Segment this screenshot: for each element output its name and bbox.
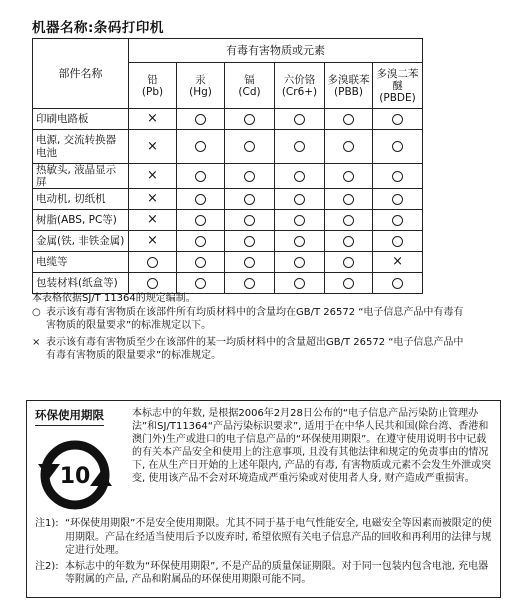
note1-text: “环保使用期限”不是安全使用期限。尤其不同于基于电气性能安全, 电磁安全等因素而被限定的使用期限。产品在经适当使用后予以废弃时, 希望依照有关电子信息产品的回收和再利用的法律与规定进行处理。: [65, 518, 492, 556]
mark-cell: [225, 130, 275, 164]
substance-symbol: (Cr6+): [281, 85, 318, 98]
mark-cell: [275, 231, 325, 252]
logo-number: 10: [59, 464, 91, 489]
mark-cell: [373, 231, 423, 252]
mark-cell: [373, 210, 423, 231]
mark-cell: [177, 231, 225, 252]
substance-name: 镉: [244, 73, 255, 86]
mark-cell: [275, 130, 325, 164]
mark-cell: [373, 273, 423, 294]
within-limit-mark: [244, 141, 255, 152]
mark-cell: [373, 130, 423, 164]
mark-cell: [225, 273, 275, 294]
within-limit-mark: [343, 194, 354, 205]
within-limit-mark: [294, 215, 305, 226]
within-limit-mark: [343, 215, 354, 226]
table-row: [33, 252, 423, 273]
within-limit-mark: [244, 194, 255, 205]
page-title: 机器名称:条码打印机: [32, 20, 164, 36]
part-name-cell: 热敏头, 液晶显示屏: [33, 164, 129, 189]
within-limit-mark: [392, 171, 403, 182]
within-limit-mark: [294, 278, 305, 289]
mark-cell: [177, 164, 225, 189]
exceeds-limit-mark: ×: [392, 254, 403, 269]
mark-cell: [373, 109, 423, 130]
within-limit-mark: [343, 236, 354, 247]
mark-cell: [225, 189, 275, 210]
substance-name: 多溴联苯: [327, 73, 370, 86]
substance-symbol: (Cd): [238, 85, 261, 98]
substance-symbol: (Hg): [189, 85, 212, 98]
within-limit-mark: [195, 141, 206, 152]
mark-cell: [129, 130, 177, 164]
within-limit-mark: [244, 278, 255, 289]
exceeds-limit-mark: ×: [147, 233, 158, 248]
table-row: [33, 210, 423, 231]
mark-cell: [373, 189, 423, 210]
table-row: [33, 189, 423, 210]
exceeds-limit-mark: ×: [147, 138, 158, 154]
substance-symbol: (Pb): [141, 85, 164, 98]
mark-cell: [225, 231, 275, 252]
substance-header: [177, 63, 225, 109]
substance-name: 铅: [147, 73, 158, 86]
mark-cell: [225, 252, 275, 273]
circle-legend-text: 表示该有毒有害物质在该部件所有均质材料中的含量均在GB/T 26572 “电子信息产品中有毒有害物质的限量要求”的标准规定以下。: [46, 306, 464, 331]
mark-cell: [325, 189, 373, 210]
part-name-header: 部件名称: [33, 39, 129, 109]
substance-symbol: (PBDE): [379, 91, 416, 104]
mark-cell: [129, 189, 177, 210]
table-notes: [32, 292, 472, 363]
exceeds-limit-mark: ×: [147, 111, 158, 126]
part-name-cell: 包装材料(纸盒等): [33, 273, 129, 294]
mark-cell: [275, 109, 325, 130]
exceeds-limit-mark: ×: [147, 191, 158, 206]
table-row: [33, 109, 423, 130]
mark-cell: [225, 109, 275, 130]
substance-header: [275, 63, 325, 109]
epup-section: [26, 400, 501, 598]
within-limit-mark: [294, 257, 305, 268]
mark-cell: [325, 252, 373, 273]
mark-cell: [129, 109, 177, 130]
substances-group-header: 有毒有害物质或元素: [129, 39, 423, 63]
within-limit-mark: [244, 171, 255, 182]
within-limit-mark: [244, 215, 255, 226]
within-limit-mark: [195, 194, 206, 205]
mark-cell: [225, 164, 275, 189]
mark-cell: [177, 273, 225, 294]
mark-cell: [129, 164, 177, 189]
mark-cell: [325, 210, 373, 231]
within-limit-mark: [343, 141, 354, 152]
part-name-cell: 印刷电路板: [33, 109, 129, 130]
mark-cell: [177, 109, 225, 130]
hazardous-substances-table: [32, 38, 423, 294]
within-limit-mark: [244, 257, 255, 268]
within-limit-mark: [392, 278, 403, 289]
table-row: [33, 231, 423, 252]
mark-cell: [275, 273, 325, 294]
within-limit-mark: [294, 236, 305, 247]
substance-header: [225, 63, 275, 109]
mark-cell: [373, 164, 423, 189]
part-name-cell: 电动机, 切纸机: [33, 189, 129, 210]
part-name-cell: 电缆等: [33, 252, 129, 273]
cross-legend-symbol: ×: [32, 336, 41, 348]
within-limit-mark: [195, 215, 206, 226]
exceeds-limit-mark: ×: [147, 168, 158, 183]
within-limit-mark: [195, 257, 206, 268]
mark-cell: [129, 231, 177, 252]
compiled-note: 本表格依据SJ/T 11364的规定编制。: [32, 293, 196, 304]
within-limit-mark: [392, 236, 403, 247]
mark-cell: [325, 109, 373, 130]
note2-text: 本标志中的年数为“环保使用期限”, 不是产品的质量保证期限。对于同一包装内包含电池, 充电器等附属的产品, 产品和附属品的环保使用期限可能不同。: [65, 560, 489, 585]
note1-label: 注1):: [35, 518, 59, 529]
within-limit-mark: [294, 114, 305, 125]
exceeds-limit-mark: ×: [147, 212, 158, 227]
within-limit-mark: [147, 257, 158, 268]
substance-name: 多溴二苯醚: [376, 67, 419, 92]
mark-cell: [275, 210, 325, 231]
within-limit-mark: [244, 114, 255, 125]
mark-cell: [177, 130, 225, 164]
mark-cell: [275, 164, 325, 189]
mark-cell: [325, 273, 373, 294]
within-limit-mark: [195, 114, 206, 125]
within-limit-mark: [195, 171, 206, 182]
part-name-cell: 电源, 交流转换器电池: [33, 130, 129, 164]
within-limit-mark: [392, 194, 403, 205]
within-limit-mark: [195, 278, 206, 289]
within-limit-mark: [294, 171, 305, 182]
mark-cell: [373, 252, 423, 273]
mark-cell: [177, 252, 225, 273]
mark-cell: [129, 273, 177, 294]
epup-10-year-logo: [35, 435, 115, 515]
mark-cell: [129, 252, 177, 273]
table-row: [33, 130, 423, 164]
substance-symbol: (PBB): [334, 85, 363, 98]
mark-cell: [325, 130, 373, 164]
substance-name: 汞: [195, 73, 206, 86]
table-row: [33, 273, 423, 294]
mark-cell: [225, 210, 275, 231]
mark-cell: [275, 252, 325, 273]
substance-header: [325, 63, 373, 109]
epup-description: 本标志中的年数, 是根据2006年2月28日公布的“电子信息产品污染防止管理办法”和SJ/T11364“产品污染标识要求”, 适用于在中华人民共和国(除台湾、香港和澳门外)生产或进口的电子信息产品的“环保使用期限”。在遵守使用说明书中记载的有关本产品安全和使用上的注意事项, 且没有其他法律和规定的免责事由的情况下, 在从生产日开始的上述年限内, 产品的有毒, 有害物质或元素不会发生外泄或突变, 使用该产品不会对环境造成严重污染或对使用者人身, 财产造成严重损害。: [132, 408, 492, 484]
within-limit-mark: [343, 278, 354, 289]
mark-cell: [129, 210, 177, 231]
substance-header: [129, 63, 177, 109]
circle-legend-symbol: ○: [32, 306, 41, 318]
cross-legend-text: 表示该有毒有害物质至少在该部件的某一均质材料中的含量超出GB/T 26572 “电子信息产品中有毒有害物质的限量要求”的标准规定。: [46, 336, 464, 361]
within-limit-mark: [392, 114, 403, 125]
within-limit-mark: [392, 215, 403, 226]
within-limit-mark: [392, 141, 403, 152]
mark-cell: [325, 164, 373, 189]
note2-label: 注2):: [35, 560, 59, 572]
within-limit-mark: [147, 278, 158, 289]
mark-cell: [177, 189, 225, 210]
epup-footnotes: [35, 517, 495, 589]
within-limit-mark: [294, 141, 305, 152]
mark-cell: [177, 210, 225, 231]
substance-name: 六价铬: [283, 73, 316, 86]
epup-title: 环保使用期限: [35, 407, 104, 426]
within-limit-mark: [343, 257, 354, 268]
part-name-cell: 金属(铁, 非铁金属): [33, 231, 129, 252]
within-limit-mark: [195, 236, 206, 247]
within-limit-mark: [294, 194, 305, 205]
part-name-cell: 树脂(ABS, PC等): [33, 210, 129, 231]
mark-cell: [325, 231, 373, 252]
within-limit-mark: [244, 236, 255, 247]
mark-cell: [275, 189, 325, 210]
table-row: [33, 164, 423, 189]
within-limit-mark: [343, 114, 354, 125]
within-limit-mark: [343, 171, 354, 182]
substance-header: [373, 63, 423, 109]
